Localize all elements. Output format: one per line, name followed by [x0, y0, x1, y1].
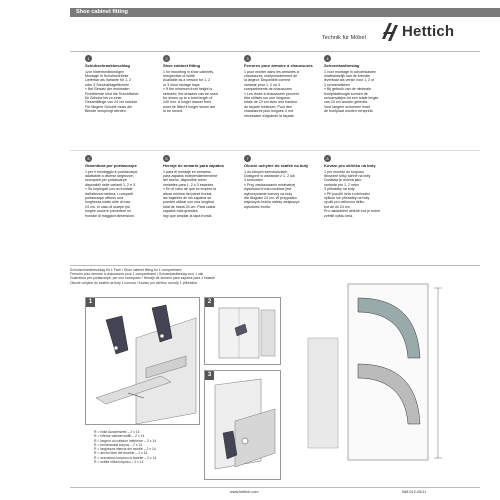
body-line: frontale di maggiori dimensioni.	[85, 213, 135, 218]
body-line: 1 pro montáž do korpusu	[324, 169, 364, 174]
body-line: de façade minimum. Pour des	[244, 104, 292, 109]
body-line: lunghe occorre prevedere un	[85, 209, 131, 214]
column-body	[324, 170, 394, 218]
cross-section-illustration	[288, 278, 480, 468]
hettich-logo	[378, 19, 478, 47]
legend	[94, 430, 156, 464]
column-body	[244, 70, 314, 118]
column-body	[324, 70, 394, 114]
body-line: 1 voor montage in schoenkasten	[324, 69, 376, 74]
body-line: disponibili nelle varianti 1, 2 e 3	[85, 182, 135, 187]
figure-3	[204, 370, 281, 480]
body-line: chaussures plus longues, il est	[244, 109, 293, 114]
body-line: 24 cm. In caso di scarpe più	[85, 204, 130, 209]
body-line: lunghezza totale utile di max.	[85, 200, 132, 205]
column-number-badge: 2	[163, 55, 170, 62]
body-line: 240 mm. A longer drawer front	[163, 100, 212, 105]
body-line: libovolné šířky skříně na boty	[324, 174, 371, 178]
column-body	[85, 170, 155, 218]
brand-tagline: Technik für Möbel	[322, 35, 366, 41]
legend-line: R = larghezza interna del mobile – 2 x 14	[94, 447, 156, 452]
figure-number: 2	[205, 298, 214, 307]
body-line: chaussures, indépendamment de	[244, 74, 298, 78]
body-line: Montage in Schuhschränke	[85, 74, 129, 78]
body-line: las bajantes de los zapatos se	[163, 196, 212, 201]
column-body	[244, 170, 314, 210]
body-line: to be stored.	[163, 109, 183, 114]
column-heading: Ferrures pour armoire à chaussures	[244, 63, 313, 68]
body-line: hay que ampliar la tapa frontal.	[163, 213, 213, 218]
footer-document-code: 068 612-05/11	[402, 490, 427, 494]
body-line: de frontplaat worden verspreid.	[324, 109, 374, 114]
body-line: » Se impiegati con un frontale	[85, 187, 133, 192]
caption-line: Ferrures pour armoire à chaussures pour 1 compartiment / Schoenkastbeslag voor 1 vak	[70, 272, 204, 277]
body-line: 1zur hinterrundbündigen	[85, 69, 124, 74]
body-line: wysokość frontu.	[244, 204, 271, 209]
body-line: dall'altezza minima, i comparti	[85, 191, 133, 196]
divider	[70, 150, 480, 151]
body-line: większych butów należy zwiększyć	[244, 200, 300, 205]
body-line: frontplaathoogte kunnen de	[324, 91, 368, 96]
figure-2	[204, 297, 281, 365]
footer-url: www.hettich.com	[230, 490, 259, 494]
body-line: 1 do których szerokościach	[244, 169, 288, 174]
column-heading: Okucie uchylne do szafek na buty	[244, 163, 309, 168]
text-column-8	[324, 155, 394, 218]
body-line: » Bei Einsatz der minimalen	[85, 87, 130, 92]
body-line: Voor langere schoenen moet	[324, 104, 370, 109]
body-line: bot až do 24 cm.	[324, 204, 351, 209]
body-line: scomparti per portascarpe	[85, 178, 127, 183]
body-line: zvětšit výšku čela.	[324, 213, 353, 218]
hettich-logo-icon	[380, 19, 400, 45]
body-line: » If the minimum front height is	[163, 87, 213, 92]
body-line: výškou lze přihrádky na boty	[324, 196, 370, 201]
column-body	[163, 170, 233, 218]
assembly-illustration-3	[205, 371, 280, 479]
body-line: nécessaire d'agrandir la façade.	[244, 113, 295, 118]
body-line: la largeur. Disponible comme	[244, 78, 291, 83]
text-column-4	[324, 55, 394, 114]
body-line: Available as a version for 1, 2	[163, 78, 211, 83]
body-line: variantes para 1, 2 o 3 estantes	[163, 182, 214, 187]
column-heading: Shoe cabinet fitting	[163, 63, 201, 68]
body-line: 3 komorami	[244, 178, 263, 183]
column-number-badge: 1	[85, 55, 92, 62]
body-line: del ancho, disponible como	[163, 178, 207, 183]
column-number-badge: 6	[163, 155, 170, 162]
body-line: être utilisés sur une longueur	[244, 96, 291, 101]
body-line: dla długości 24 cm. W przypadku	[244, 196, 297, 201]
legend-line: R = ancho libre del mueble – 2 x 14	[94, 451, 148, 456]
body-line: wysokości frontu możliwe jest	[244, 187, 292, 192]
column-heading: Kování pro skříňku na boty	[324, 163, 376, 168]
assembly-illustration-2	[205, 298, 280, 364]
body-line: 1 pour monter dans les armoires à	[244, 69, 299, 74]
body-line: Pro uskladnění delších bot je nutné	[324, 209, 381, 214]
body-line: Dodávka je možná jako	[324, 178, 362, 183]
body-line: » Bij gebruik van de minimale	[324, 87, 371, 92]
body-line: van 24 cm worden gebruikt.	[324, 100, 369, 105]
brand-name: Hettich	[402, 23, 455, 40]
body-line: leverbaar als versie voor 1, 2 of	[324, 78, 375, 83]
body-line: využít pro celkovou délku	[324, 200, 365, 205]
caption-line: Guarnitura per portascarpe, per uno scomparto / Herraje de armario para zapatos para 1 estante	[70, 276, 216, 281]
legend-line: R = inferior cabinet width – 2 x 14	[94, 434, 145, 439]
column-number-badge: 5	[85, 155, 92, 162]
column-number-badge: 4	[324, 55, 331, 62]
text-column-5	[85, 155, 155, 218]
body-line: variante pour 1, 2 ou 3	[244, 82, 280, 87]
body-line: or 3 shoe storage bays	[163, 82, 200, 87]
figure-number: 1	[86, 298, 95, 307]
legend-line: R = světlá šířka korpusu – 2 x 14	[94, 460, 144, 465]
caption-line: Schuhschrankbeschlag für 1 Fach / Shoe cabinet fitting for 1 compartment	[70, 268, 182, 272]
divider	[70, 51, 480, 52]
legend-line: R = binnenmaat korpus – 2 x 14	[94, 442, 143, 447]
cross-section-drawing	[288, 278, 480, 468]
body-line: must be fitted if longer shoes are	[163, 104, 216, 109]
body-line: oder 3 Schuhablagefächern	[85, 82, 130, 87]
body-line: 1 para el montaje en armarios	[163, 169, 211, 174]
body-line: Frontblende sind die Schuhfächer	[85, 91, 139, 96]
column-body	[85, 70, 155, 114]
body-line: für Schuhe bis zu einer	[85, 96, 122, 101]
body-line: Dostępne w wariancie z 1, 2 lub	[244, 174, 295, 178]
body-line: 3 přihrádky na boty	[324, 187, 355, 192]
body-line: total de hasta 24 cm. Para calzar	[163, 204, 216, 209]
text-column-1	[85, 55, 155, 114]
body-line: pueden utilizar con una longitud	[163, 200, 214, 205]
body-line: for shoes up to a total length of	[163, 96, 213, 101]
body-line: adattabile a diverse larghezze;	[85, 174, 134, 178]
column-heading: Guarnitura per portascarpe	[85, 163, 137, 168]
body-line: portascarpe offrono una	[85, 196, 124, 201]
body-line: » En el caso de que se emplee la	[163, 187, 217, 192]
body-line: 1 for mounting in shoe cabinets,	[163, 69, 214, 74]
body-line: wykorzystanie komory na buty	[244, 191, 293, 196]
legend-line: R = szerokość korpusu w świetle – 2 x 14	[94, 455, 157, 460]
legend-line: R = linke Aussenseite – 2 x 14	[94, 430, 140, 434]
body-line: compartiments de chaussures	[244, 87, 292, 92]
assembly-illustration-1	[86, 298, 199, 424]
text-column-7	[244, 155, 314, 209]
legend-line: R = largeur du caisson intérieure – 2 x 14	[94, 438, 157, 443]
column-heading: Herraje de armario para zapatos	[163, 163, 224, 168]
divider	[70, 265, 480, 266]
column-heading: Schuhschrankbeschlag	[85, 63, 130, 68]
body-line: 1 per il montaggio in portascarpe,	[85, 169, 139, 174]
caption-line: Okucie uchylne do szafek na buty 1 komora / Kování pro skříňku na boty 1 přihrádka	[70, 280, 197, 285]
text-column-6	[163, 155, 233, 218]
text-column-3	[244, 55, 314, 118]
body-line: » Při použití čela s minimální	[324, 191, 370, 196]
body-line: Gesamtlänge von 24 cm nutzbar	[85, 100, 137, 105]
body-line: onafhankelijk van de breedte	[324, 74, 370, 78]
body-line: Für längere Schuhe muss die	[85, 104, 132, 109]
body-line: para zapatos independientemente	[163, 174, 218, 178]
body-line: totale de 24 cm avec une hauteur	[244, 100, 298, 105]
body-line: altura mínima del panel frontal,	[163, 191, 213, 196]
column-number-badge: 7	[244, 155, 251, 162]
divider	[70, 487, 480, 488]
column-body	[163, 70, 233, 114]
text-column-2	[163, 55, 233, 114]
body-line: schoenvakjes tot een totale lengte	[324, 96, 379, 101]
figure-1	[85, 297, 200, 425]
column-heading: Schoenkastbeslag	[324, 63, 360, 68]
body-line: 3 schoenvakken	[324, 82, 350, 87]
body-line: Lieferbar als Variante für 1, 2	[85, 78, 132, 83]
body-line: » Przy zastosowaniu minimalnej	[244, 182, 296, 187]
body-line: varianta pro 1, 2 nebo	[324, 182, 359, 187]
body-line: selected, the drawers can be used	[163, 91, 218, 96]
body-line: irrespective of width	[163, 74, 195, 78]
column-number-badge: 8	[324, 155, 331, 162]
body-line: Blende verspringt werden.	[85, 109, 127, 114]
body-line: » Les tiroirs à chaussures peuvent	[244, 91, 299, 96]
body-line: zapatos más grandes,	[163, 209, 199, 214]
column-number-badge: 3	[244, 55, 251, 62]
figure-number: 3	[205, 371, 214, 380]
page-title: Shoe cabinet fitting	[70, 8, 500, 17]
